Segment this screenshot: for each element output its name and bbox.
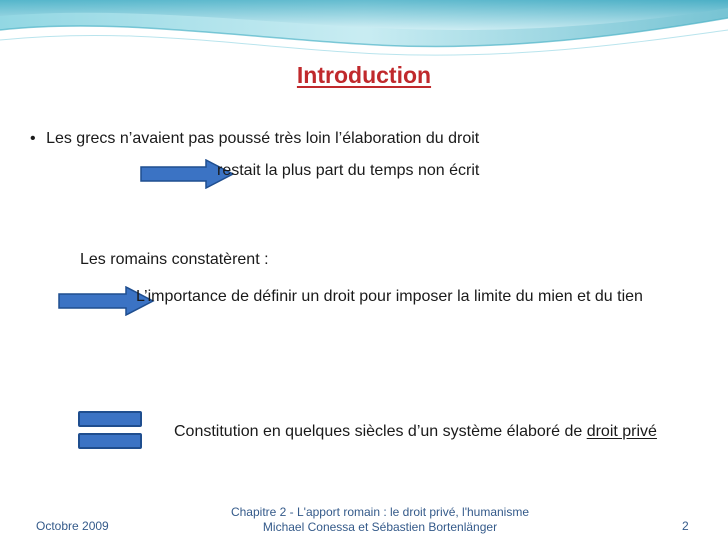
- equals-bar-top: [78, 411, 142, 427]
- bullet-marker: •: [30, 130, 36, 147]
- droit-prive-term: droit privé: [586, 423, 657, 440]
- equals-bar-bottom: [78, 433, 142, 449]
- footer-center: [170, 505, 590, 535]
- equals-icon: [78, 411, 142, 449]
- arrow1-text: restait la plus part du temps non écrit: [217, 162, 480, 179]
- arrow2-text: L’importance de définir un droit pour imposer la limite du mien et du tien: [136, 288, 643, 305]
- footer-page-number: 2: [682, 519, 689, 533]
- equal-text: [174, 423, 657, 441]
- bullet-line: [30, 130, 479, 148]
- equal-text-main: Constitution en quelques siècles d’un système élaboré de: [174, 423, 587, 440]
- footer-date: Octobre 2009: [36, 519, 109, 533]
- bullet-text: Les grecs n’avaient pas poussé très loin l’élaboration du droit: [46, 130, 480, 147]
- footer-authors: Michael Conessa et Sébastien Bortenlänger: [262, 520, 498, 534]
- header-wave-decoration: [0, 0, 728, 70]
- slide-title: Introduction: [296, 62, 432, 88]
- romans-text: Les romains constatèrent :: [80, 251, 269, 268]
- footer-chapter: Chapitre 2 - L'apport romain : le droit privé, l'humanisme: [230, 505, 530, 519]
